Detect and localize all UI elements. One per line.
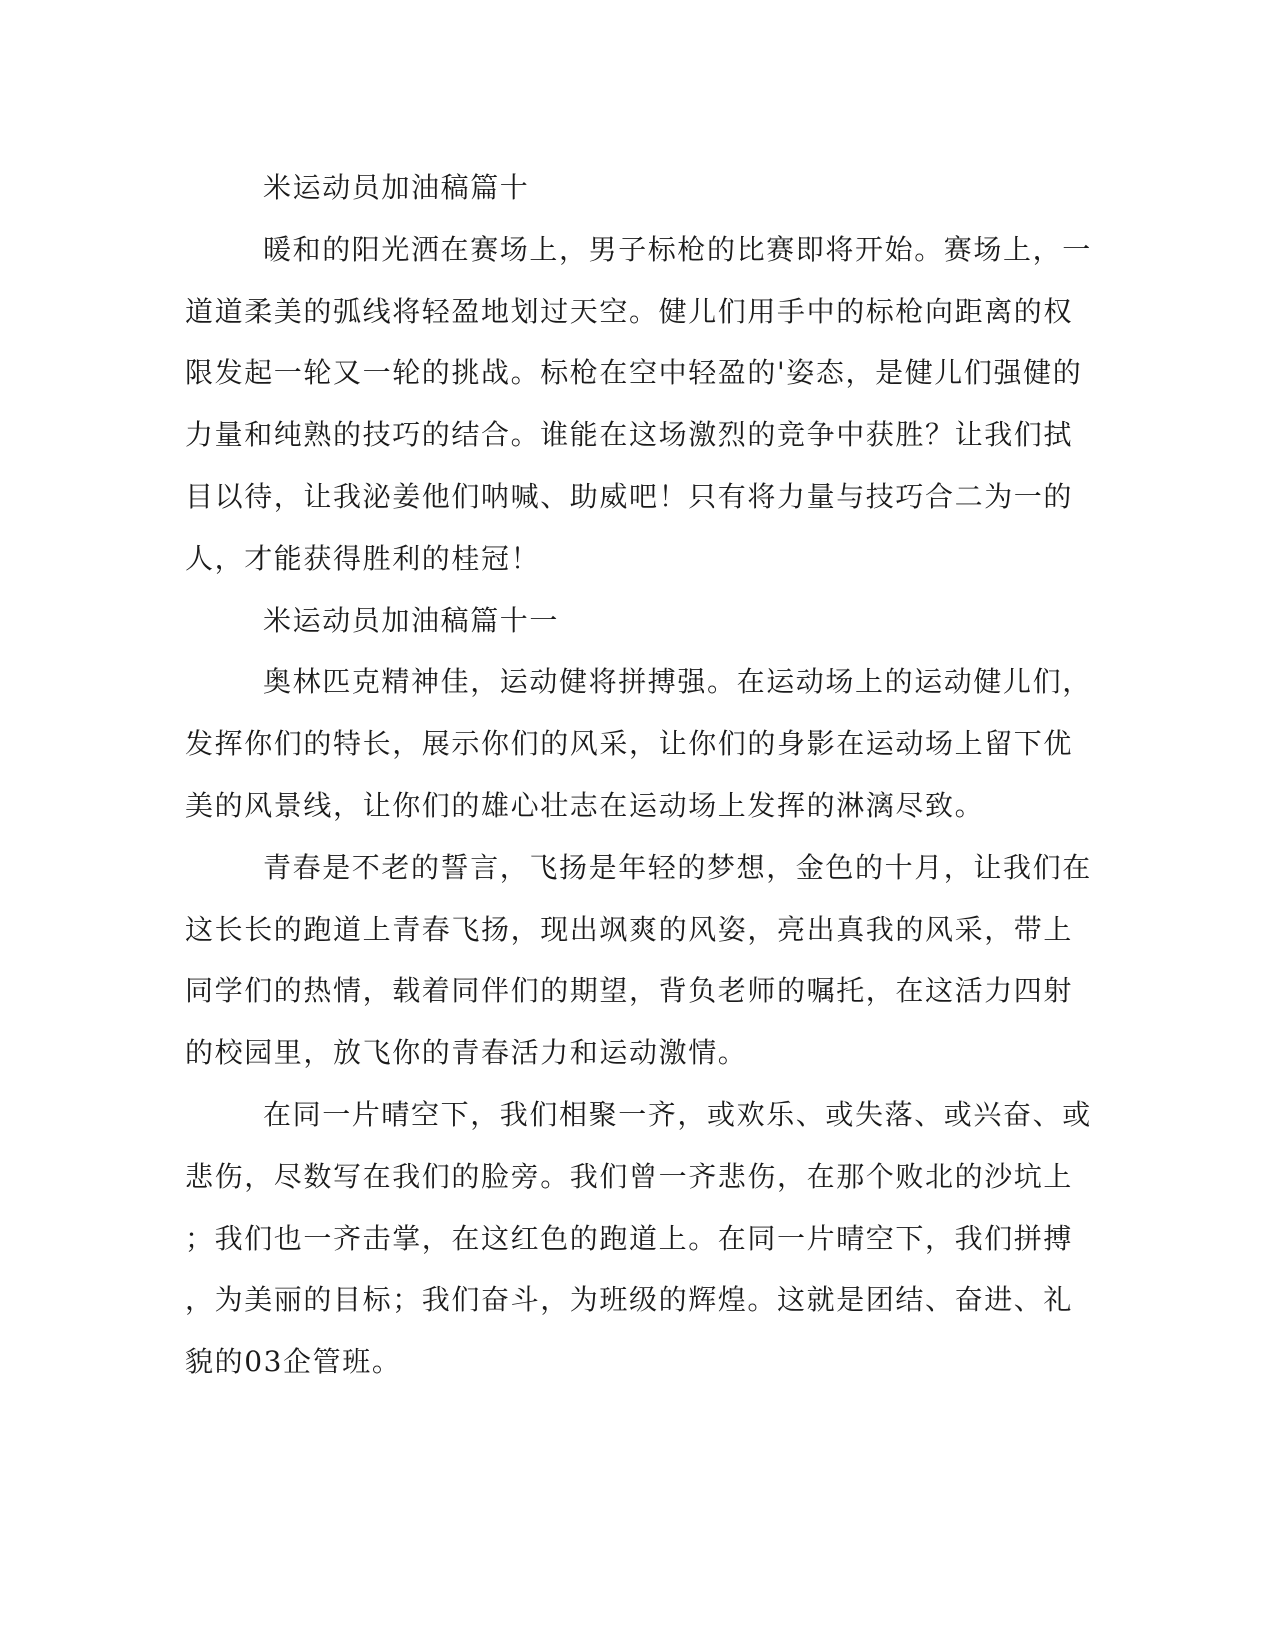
text-line: 貌的03企管班。 [185,1345,402,1379]
text-line: 道道柔美的弧线将轻盈地划过天空。健儿们用手中的标枪向距离的权 [185,294,1074,328]
text-line: 米运动员加油稿篇十 [263,171,530,204]
text-line: 在同一片晴空下，我们相聚一齐，或欢乐、或失落、或兴奋、或 [263,1097,1092,1131]
text-line: 限发起一轮又一轮的挑战。标枪在空中轻盈的'姿态，是健儿们强健的 [185,356,1083,390]
text-line: 人，才能获得胜利的桂冠！ [185,541,541,575]
text-line: 力量和纯熟的技巧的结合。谁能在这场激烈的竞争中获胜？让我们拭 [185,418,1074,452]
text-line: ；我们也一齐击掌，在这红色的跑道上。在同一片晴空下，我们拼搏 [185,1221,1074,1255]
text-line: 暖和的阳光洒在赛场上，男子标枪的比赛即将开始。赛场上，一 [263,232,1092,266]
text-line: 这长长的跑道上青春飞扬，现出飒爽的风姿，亮出真我的风采，带上 [185,912,1074,946]
text-line: 米运动员加油稿篇十一 [263,603,560,637]
text-line: 目以待，让我泌姜他们呐喊、助威吧！只有将力量与技巧合二为一的 [185,479,1074,513]
text-line: 青春是不老的誓言，飞扬是年轻的梦想，金色的十月，让我们在 [263,850,1092,884]
text-line: 同学们的热情，载着同伴们的期望，背负老师的嘱托，在这活力四射 [185,974,1074,1008]
text-line: 奥林匹克精神佳，运动健将拼搏强。在运动场上的运动健儿们， [263,665,1092,699]
text-line: 发挥你们的特长，展示你们的风采，让你们的身影在运动场上留下优 [185,727,1074,761]
text-line: ，为美丽的目标；我们奋斗，为班级的辉煌。这就是团结、奋进、礼 [185,1283,1074,1317]
text-line: 的校园里，放飞你的青春活力和运动激情。 [185,1036,748,1070]
document-text-block [185,157,1092,1393]
text-line: 悲伤，尽数写在我们的脸旁。我们曾一齐悲伤，在那个败北的沙坑上 [185,1159,1074,1193]
text-line: 美的风景线，让你们的雄心壮志在运动场上发挥的淋漓尽致。 [185,788,985,822]
